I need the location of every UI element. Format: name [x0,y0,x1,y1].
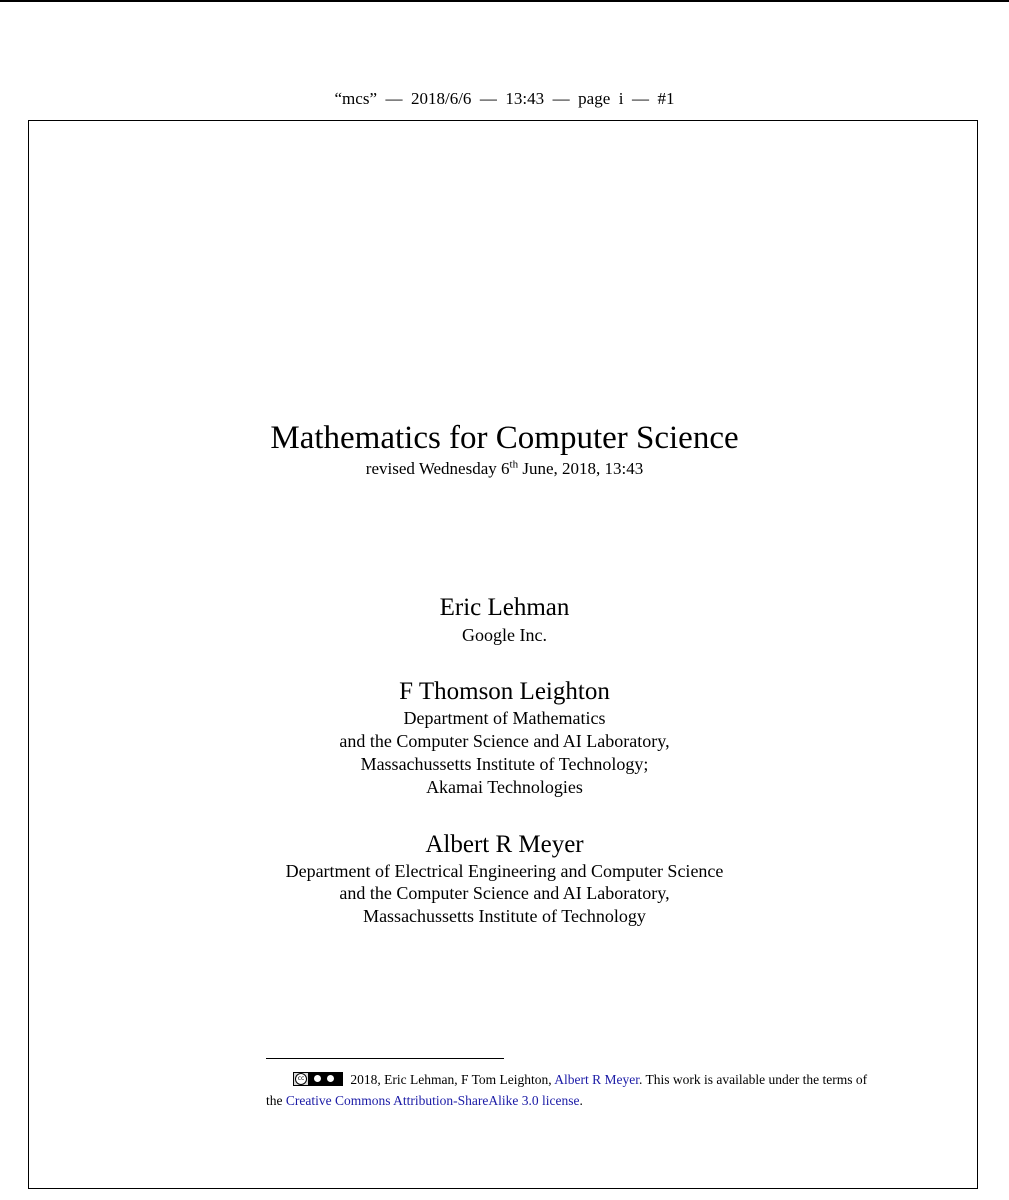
page-frame [28,120,978,1189]
book-title: Mathematics for Computer Science [270,420,739,456]
copyright-text: 2018, Eric Lehman, F Tom Leighton, [347,1072,555,1087]
author-name-leighton: F Thomson Leighton [399,678,610,705]
revision-date-prefix: revised Wednesday 6 [365,459,510,478]
author-name-meyer: Albert R Meyer [425,831,584,858]
author-affiliation-line: and the Computer Science and AI Laboratory, [339,731,670,751]
author-affiliation-line: Google Inc. [462,625,547,645]
copyright-text: . [579,1093,583,1108]
license-link[interactable]: Creative Commons Attribution-ShareAlike 3.0 license [285,1093,580,1108]
running-header: “mcs” — 2018/6/6 — 13:43 — page i — #1 [334,89,675,108]
author-affiliation-line: Massachussetts Institute of Technology; [360,754,649,774]
author-name-lehman: Eric Lehman [439,594,570,621]
author-link-meyer[interactable]: Albert R Meyer [554,1072,640,1087]
copyright-text: . This work is available under the terms of the [266,1072,868,1108]
author-affiliation-line: Department of Electrical Engineering and Computer Science [285,861,724,881]
footnote-rule [266,1058,504,1059]
top-rule [0,0,1009,2]
author-affiliation-line: Department of Mathematics [403,708,606,728]
copyright-footnote [266,1069,876,1111]
revision-date [0,458,1009,480]
revision-date-suffix: June, 2018, 13:43 [518,459,644,478]
author-affiliation-line: Akamai Technologies [426,777,583,797]
author-affiliation-line: Massachussetts Institute of Technology [363,906,646,926]
revision-date-ordinal: th [509,458,519,471]
author-affiliation-line: and the Computer Science and AI Laboratory, [339,883,670,903]
creative-commons-by-sa-icon: cc [293,1072,343,1086]
